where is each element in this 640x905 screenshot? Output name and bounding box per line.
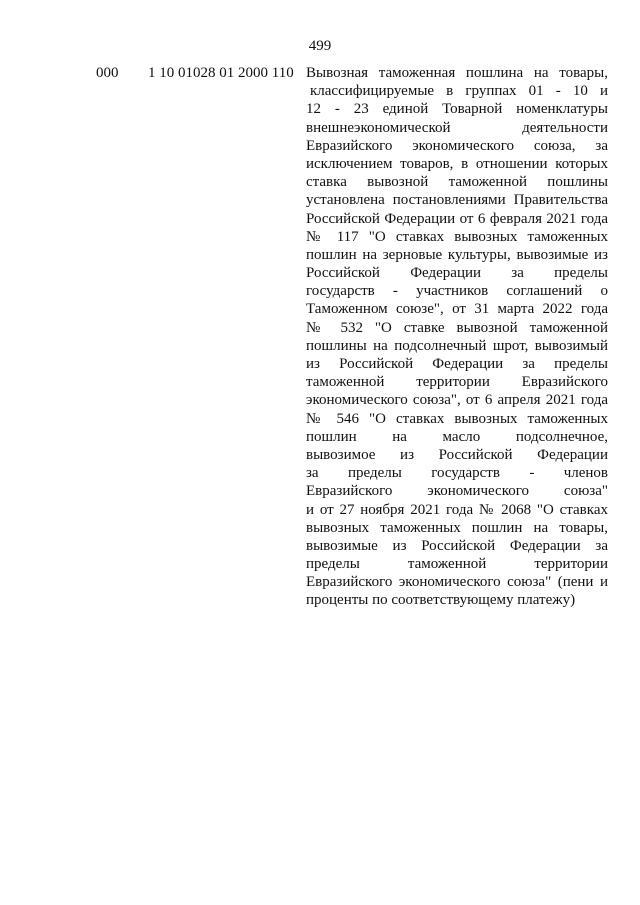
page-number: 499	[308, 38, 332, 54]
budget-classification-code: 1 10 01028 01 2000 110	[148, 65, 294, 81]
description-line: исключением товаров, в отношении которых	[306, 155, 608, 172]
description-line: пределы таможенной территории	[306, 556, 608, 573]
description-line: Евразийского экономического союза" (пени и	[306, 574, 608, 591]
description-line: Евразийского экономического союза, за	[306, 137, 608, 154]
description-line: пошлины на подсолнечный шрот, вывозимый	[306, 337, 608, 354]
income-description	[306, 64, 608, 610]
description-line: пошлин на масло подсолнечное,	[306, 428, 608, 445]
description-line: Российской Федерации от 6 февраля 2021 года	[306, 210, 608, 227]
description-line: внешнеэкономической деятельности	[306, 119, 608, 136]
description-line: из Российской Федерации за пределы	[306, 356, 608, 372]
description-line: № 546 "О ставках вывозных таможенных	[306, 410, 608, 427]
description-line: Таможенном союзе", от 31 марта 2022 года	[306, 301, 608, 318]
description-line: Евразийского экономического союза"	[306, 483, 608, 500]
description-line: государств - участников соглашений о	[306, 283, 608, 300]
description-line: № 117 "О ставках вывозных таможенных	[306, 228, 608, 245]
description-line: № 532 "О ставке вывозной таможенной	[306, 319, 608, 336]
description-line: классифицируемые в группах 01 - 10 и	[310, 83, 608, 100]
description-line: проценты по соответствующему платежу)	[306, 592, 576, 609]
description-line: Вывозная таможенная пошлина на товары,	[306, 65, 608, 81]
description-line: пошлин на зерновые культуры, вывозимые из	[306, 246, 608, 263]
description-line: таможенной территории Евразийского	[306, 374, 608, 391]
description-line: вывозных таможенных пошлин на товары,	[306, 519, 608, 536]
description-line: установлена постановлениями Правительства	[306, 192, 608, 209]
description-line: 12 - 23 единой Товарной номенклатуры	[306, 101, 608, 118]
description-line: Российской Федерации за пределы	[306, 265, 608, 282]
description-line: ставка вывозной таможенной пошлины	[306, 174, 608, 191]
description-line: экономического союза", от 6 апреля 2021 года	[306, 392, 608, 409]
description-line: и от 27 ноября 2021 года № 2068 "О ставках	[306, 501, 608, 518]
description-line: за пределы государств - членов	[306, 465, 608, 482]
description-line: вывозимое из Российской Федерации	[306, 446, 608, 463]
description-line: вывозимые из Российской Федерации за	[306, 537, 608, 554]
administrator-code: 000	[96, 65, 119, 81]
